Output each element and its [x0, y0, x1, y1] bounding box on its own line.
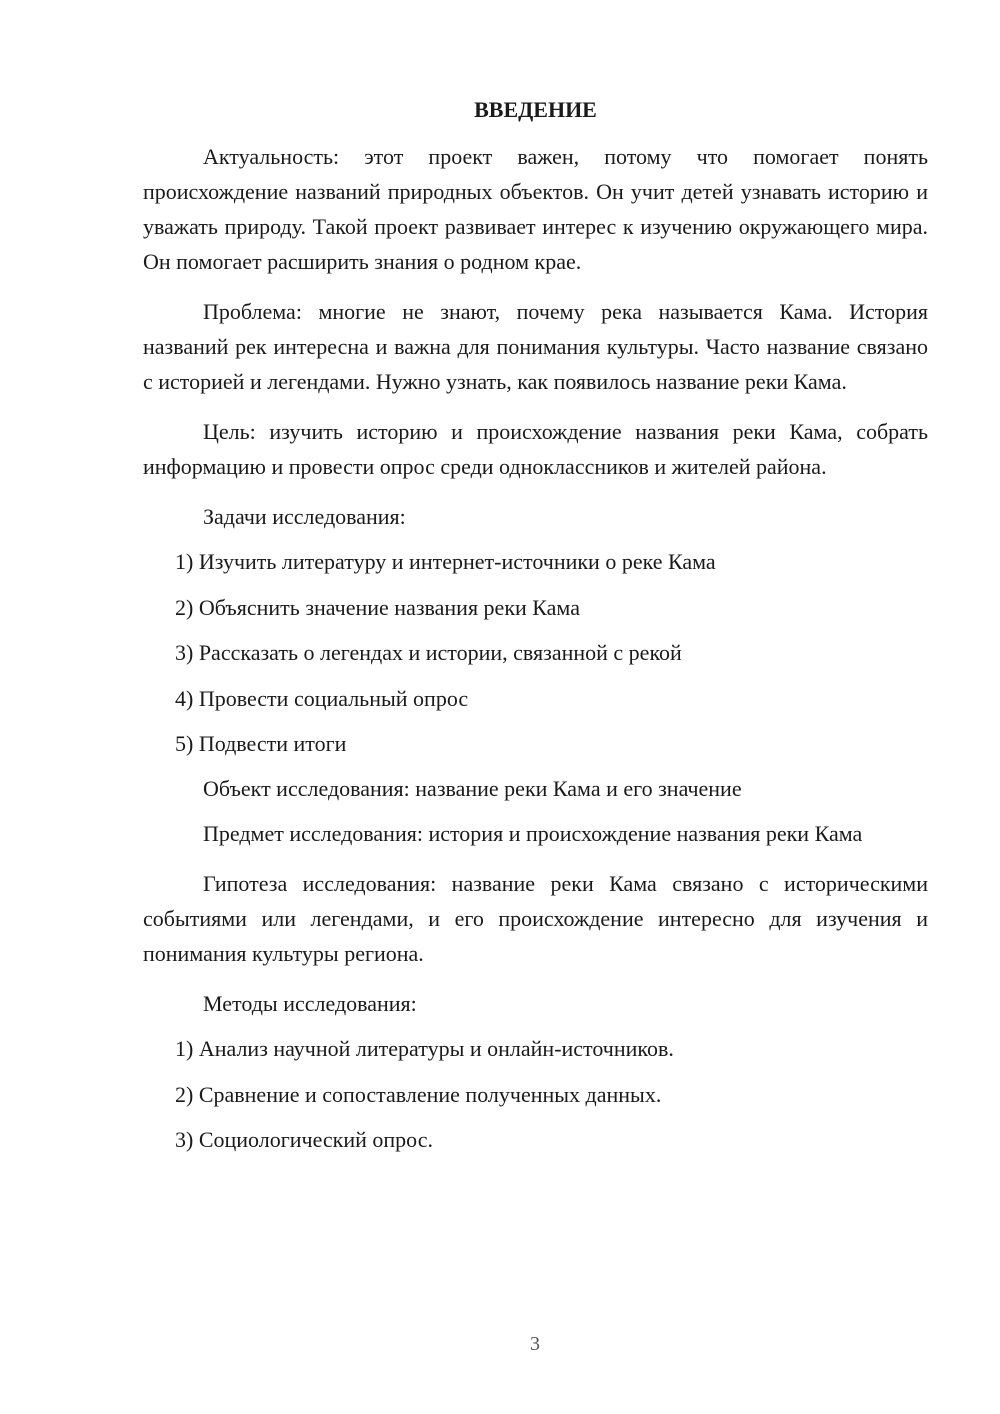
page-number: 3 — [530, 1333, 540, 1355]
section-title: ВВЕДЕНИЕ — [474, 97, 597, 122]
problem-paragraph: Проблема: многие не знают, почему река называется Кама. История названий рек интересна и важна для понимания культуры. Часто название связано с историей и легендами. Нужно узнать, как появилось название реки Кама. — [143, 299, 928, 394]
goal-paragraph: Цель: изучить историю и происхождение названия реки Кама, собрать информацию и провести опрос среди одноклассников и жителей района. — [143, 419, 928, 479]
list-item: 1) Изучить литературу и интернет-источники о реке Кама — [175, 549, 716, 574]
list-item: 4) Провести социальный опрос — [175, 685, 469, 711]
list-item: 2) Объяснить значение названия реки Кама — [175, 594, 580, 620]
methods-list — [143, 1031, 928, 1157]
subject-paragraph: Предмет исследования: история и происхождение названия реки Кама — [203, 821, 863, 846]
tasks-label: Задачи исследования: — [203, 504, 406, 529]
methods-label: Методы исследования: — [203, 991, 417, 1016]
list-item: 3) Социологический опрос. — [175, 1127, 433, 1152]
hypothesis-paragraph: Гипотеза исследования: название реки Кама связано с историческими событиями или легендами, и его происхождение интересно для изучения и понимания культуры региона. — [143, 871, 928, 966]
object-paragraph: Объект исследования: название реки Кама и его значение — [203, 776, 742, 801]
page-content — [143, 92, 928, 1167]
tasks-list — [143, 544, 928, 761]
list-item: 1) Анализ научной литературы и онлайн-источников. — [175, 1036, 674, 1061]
list-item: 5) Подвести итоги — [175, 731, 347, 756]
list-item: 2) Сравнение и сопоставление полученных данных. — [175, 1081, 662, 1107]
list-item: 3) Рассказать о легендах и истории, связанной с рекой — [175, 640, 682, 665]
relevance-paragraph: Актуальность: этот проект важен, потому что помогает понять происхождение названий природных объектов. Он учит детей узнавать историю и уважать природу. Такой проект развивает интерес к изучению окружающего мира. Он помогает расширить знания о родном крае. — [143, 144, 928, 274]
